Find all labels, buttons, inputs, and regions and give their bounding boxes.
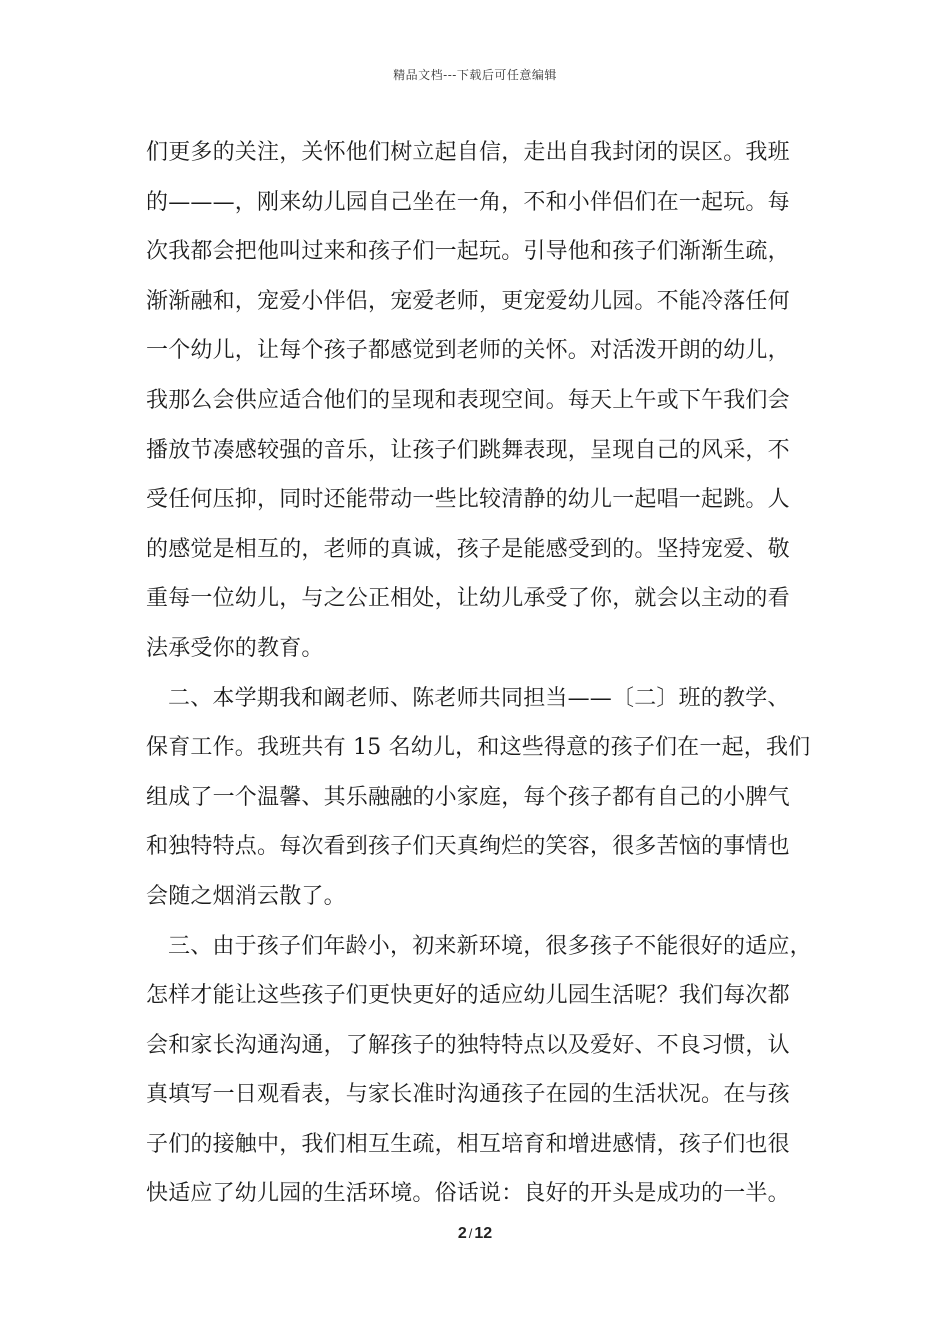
text-line: 们更多的关注，关怀他们树立起自信，走出自我封闭的误区。我班 [146,140,790,165]
paragraph-start-line: 三、由于孩子们年龄小，初来新环境，很多孩子不能很好的适应， [168,933,812,959]
current-page-number: 2 [457,1225,467,1242]
page-separator: / [468,1226,473,1241]
text-line: 子们的接触中，我们相互生疏，相互培育和增进感情，孩子们也很 [146,1131,790,1157]
text-line: 和独特特点。每次看到孩子们天真绚烂的笑容，很多苦恼的事情也 [146,834,790,860]
text-line: 保育工作。我班共有 15 名幼儿，和这些得意的孩子们在一起，我们 [146,735,811,761]
text-line: 真填写一日观看表，与家长准时沟通孩子在园的生活状况。在与孩 [146,1082,790,1108]
total-pages-number: 12 [474,1225,493,1242]
text-line: 组成了一个温馨、其乐融融的小家庭，每个孩子都有自己的小脾气 [146,784,790,810]
text-line: 渐渐融和，宠爱小伴侣，宠爱老师，更宠爱幼儿园。不能冷落任何 [146,288,790,314]
text-line: 受任何压抑，同时还能带动一些比较清静的幼儿一起唱一起跳。人 [146,487,790,513]
text-line: 的———，刚来幼儿园自己坐在一角，不和小伴侣们在一起玩。每 [146,189,790,215]
document-body [146,128,812,1219]
text-line: 怎样才能让这些孩子们更快更好的适应幼儿园生活呢？我们每次都 [146,983,790,1009]
text-line: 快适应了幼儿园的生活环境。俗话说：良好的开头是成功的一半。 [146,1181,790,1207]
paragraph-start-line: 二、本学期我和阚老师、陈老师共同担当——〔二〕班的教学、 [168,685,790,711]
text-line: 会和家长沟通沟通，了解孩子的独特特点以及爱好、不良习惯，认 [146,1032,790,1058]
page-number [0,1225,950,1243]
text-line: 我那么会供应适合他们的呈现和表现空间。每天上午或下午我们会 [146,387,790,413]
text-line: 播放节凑感较强的音乐，让孩子们跳舞表现，呈现自己的风采，不 [146,437,790,463]
page-header: 精品文档---下载后可任意编辑 [393,68,557,82]
text-line: 次我都会把他叫过来和孩子们一起玩。引导他和孩子们渐渐生疏， [146,239,790,265]
text-line: 的感觉是相互的，老师的真诚，孩子是能感受到的。坚持宠爱、敬 [146,536,790,562]
text-line: 一个幼儿，让每个孩子都感觉到老师的关怀。对活泼开朗的幼儿， [146,338,790,364]
text-line: 重每一位幼儿，与之公正相处，让幼儿承受了你，就会以主动的看 [146,586,790,612]
text-line: 会随之烟消云散了。 [146,883,346,909]
text-line: 法承受你的教育。 [146,635,324,661]
